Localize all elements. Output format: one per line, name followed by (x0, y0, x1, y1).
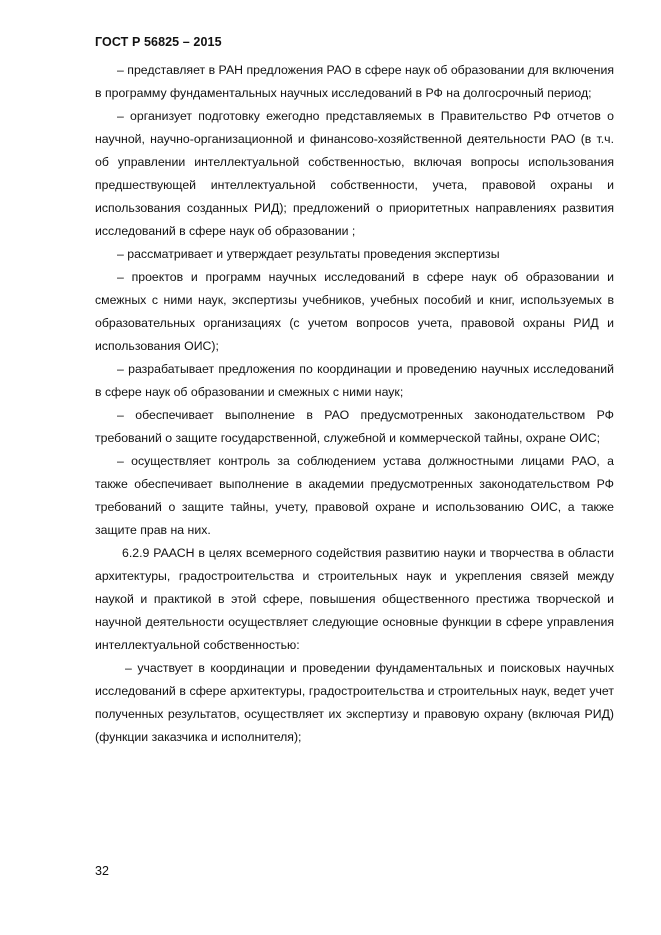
paragraph: – проектов и программ научных исследований в сфере наук об образовании и смежных с ними наук, экспертизы учебников, учебных пособий и книг, используемых в образовательных организациях (с учетом вопросов учета, правовой охраны РИД и использования ОИС); (95, 270, 614, 353)
paragraph: – обеспечивает выполнение в РАО предусмотренных законодательством РФ требований о защите государственной, служебной и коммерческой тайны, охране ОИС; (95, 408, 614, 445)
paragraph: – рассматривает и утверждает результаты проведения экспертизы (117, 247, 500, 261)
paragraph: – участвует в координации и проведении фундаментальных и поисковых научных исследований в сфере архитектуры, градостроительства и строительных наук, ведет учет полученных результатов, осуществляет их экспертизу и правовую охрану (включая РИД) (функции заказчика и исполнителя); (95, 661, 614, 744)
section-paragraph: 6.2.9 РААСН в целях всемерного содействия развитию науки и творчества в области архитектуры, градостроительства и строительных наук и укрепления связей между наукой и практикой в этой сфере, повышения общественного престижа творческой и научной деятельности осуществляет следующие основные функции в сфере управления интеллектуальной собственностью: (95, 546, 614, 652)
paragraph: – организует подготовку ежегодно представляемых в Правительство РФ отчетов о научной, научно-организационной и финансово-хозяйственной деятельности РАО (в т.ч. об управлении интеллектуальной собственностью, включая вопросы использования предшествующей интеллектуальной собственности, учета, правовой охраны и использования созданных РИД); предложений о приоритетных направлениях развития исследований в сфере наук об образовании ; (95, 109, 614, 238)
paragraph: – разрабатывает предложения по координации и проведению научных исследований в сфере наук об образовании и смежных с ними наук; (95, 362, 614, 399)
document-body (95, 59, 614, 749)
page-number: 32 (95, 864, 109, 878)
document-header: ГОСТ Р 56825 – 2015 (95, 35, 222, 49)
paragraph: – осуществляет контроль за соблюдением устава должностными лицами РАО, а также обеспечивает выполнение в академии предусмотренных законодательством РФ требований о защите тайны, учету, правовой охране и использованию ОИС, а также защите прав на них. (95, 454, 614, 537)
paragraph: – представляет в РАН предложения РАО в сфере наук об образовании для включения в программу фундаментальных научных исследований в РФ на долгосрочный период; (95, 63, 614, 100)
